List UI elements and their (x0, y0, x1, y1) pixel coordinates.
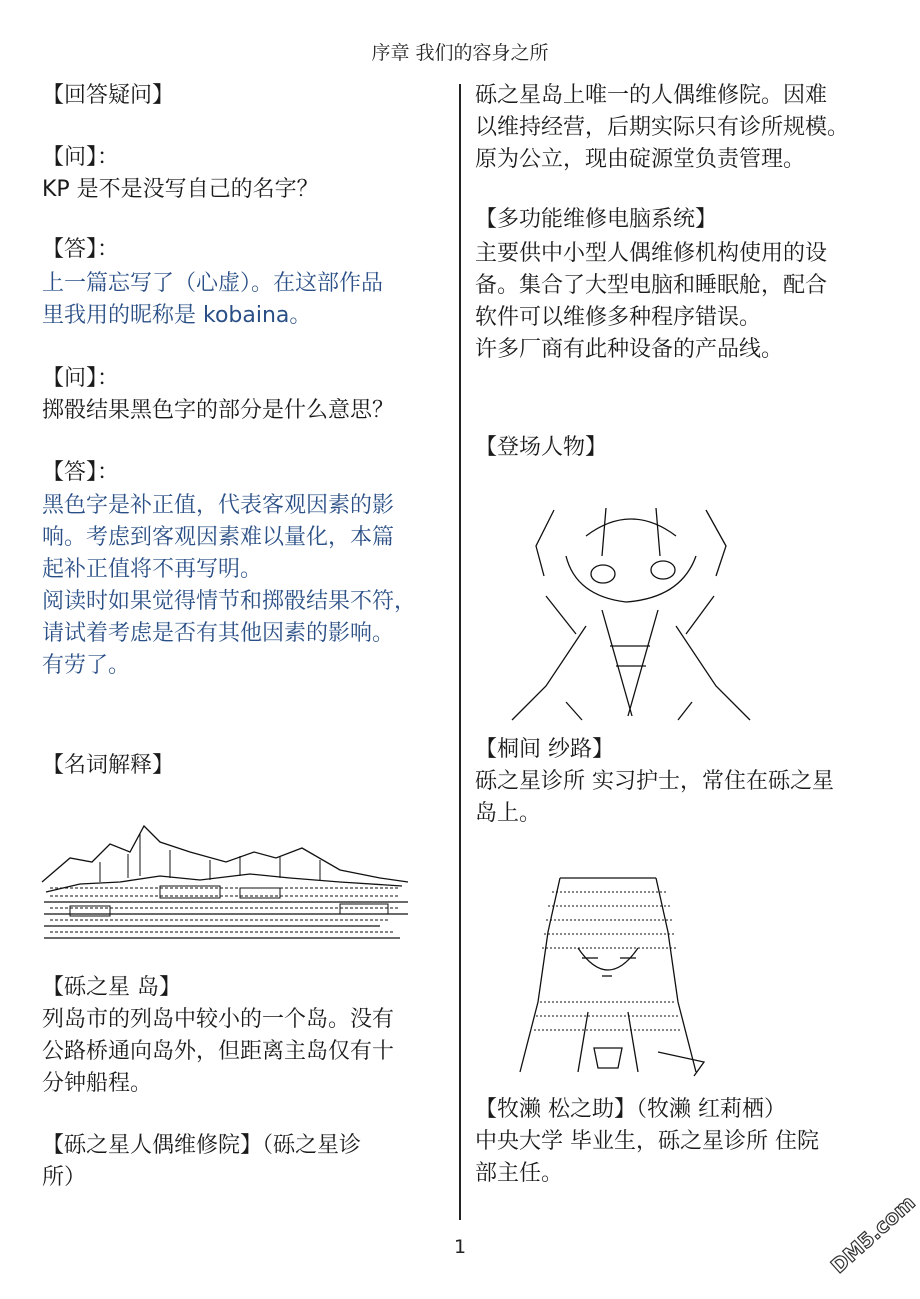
clinic-desc-line: 砾之星岛上唯一的人偶维修院。因难 (475, 83, 828, 108)
character-2-line: 部主任。 (475, 1161, 564, 1186)
answer-1-text (42, 268, 447, 332)
answer-2-line: 响。考虑到客观因素难以量化，本篇 (42, 525, 395, 550)
page-header-title: 序章 我们的容身之所 (371, 42, 549, 64)
island-description (42, 1004, 447, 1100)
watermark-logo (818, 1190, 920, 1288)
answer-2-line: 请试着考虑是否有其他因素的影响。 (42, 621, 395, 646)
column-divider (459, 84, 461, 1220)
character-2-name: 【牧濑 松之助】（牧濑 红莉栖） (475, 1097, 786, 1122)
character-2-line: 中央大学 毕业生，砾之星诊所 住院 (475, 1129, 819, 1154)
question-1-label: 【问】： (42, 145, 120, 170)
system-line: 软件可以维修多种程序错误。 (475, 305, 762, 330)
answer-1-label: 【答】： (42, 237, 120, 262)
island-heading: 【砾之星 岛】 (42, 975, 181, 1000)
answer-2-line: 有劳了。 (42, 653, 131, 678)
island-line: 分钟船程。 (42, 1071, 153, 1096)
qa-heading: 【回答疑问】 (42, 83, 175, 108)
clinic-desc-line: 以维持经营，后期实际只有诊所规模。 (475, 115, 850, 140)
answer-2-label: 【答】： (42, 460, 120, 485)
island-line: 公路桥通向岛外，但距离主岛仅有十 (42, 1039, 395, 1064)
answer-2-line: 阅读时如果觉得情节和掷骰结果不符， (42, 589, 417, 614)
system-line: 主要供中小型人偶维修机构使用的设 (475, 241, 828, 266)
system-heading: 【多功能维修电脑系统】 (475, 207, 718, 232)
character-2-description (475, 1126, 895, 1190)
characters-heading: 【登场人物】 (475, 435, 608, 460)
island-ascii-art (40, 822, 412, 948)
answer-1-line: 上一篇忘写了（心虚）。在这部作品 (42, 271, 384, 296)
answer-2-line: 起补正值将不再写明。 (42, 557, 263, 582)
character-2-ascii-portrait (508, 872, 718, 1086)
clinic-heading-line: 【砾之星人偶维修院】（砾之星诊 (42, 1133, 362, 1158)
question-1-text: KP 是不是没写自己的名字？ (42, 177, 319, 202)
clinic-heading (42, 1130, 447, 1194)
answer-2-text (42, 490, 447, 682)
character-1-line: 砾之星诊所 实习护士，常住在砾之星 (475, 769, 834, 794)
island-line: 列岛市的列岛中较小的一个岛。没有 (42, 1007, 395, 1032)
character-1-description (475, 766, 895, 830)
clinic-desc-line: 原为公立，现由碇源堂负责管理。 (475, 147, 806, 172)
answer-1-line: 里我用的昵称是 kobaina。 (42, 303, 312, 328)
question-2-text: 掷骰结果黑色字的部分是什么意思？ (42, 398, 395, 423)
clinic-heading-line: 所） (42, 1165, 87, 1190)
system-description (475, 238, 895, 366)
character-1-line: 岛上。 (475, 801, 542, 826)
system-line: 备。集合了大型电脑和睡眠舱，配合 (475, 273, 828, 298)
system-line: 许多厂商有此种设备的产品线。 (475, 337, 784, 362)
page-number: 1 (453, 1236, 467, 1258)
answer-2-line: 黑色字是补正值，代表客观因素的影 (42, 493, 395, 518)
clinic-description (475, 80, 895, 176)
character-1-name: 【桐间 纱路】 (475, 737, 614, 762)
character-1-ascii-portrait (506, 506, 756, 724)
svg-text:DM5.com: DM5.com (825, 1190, 920, 1279)
glossary-heading: 【名词解释】 (42, 753, 175, 778)
question-2-label: 【问】： (42, 366, 120, 391)
